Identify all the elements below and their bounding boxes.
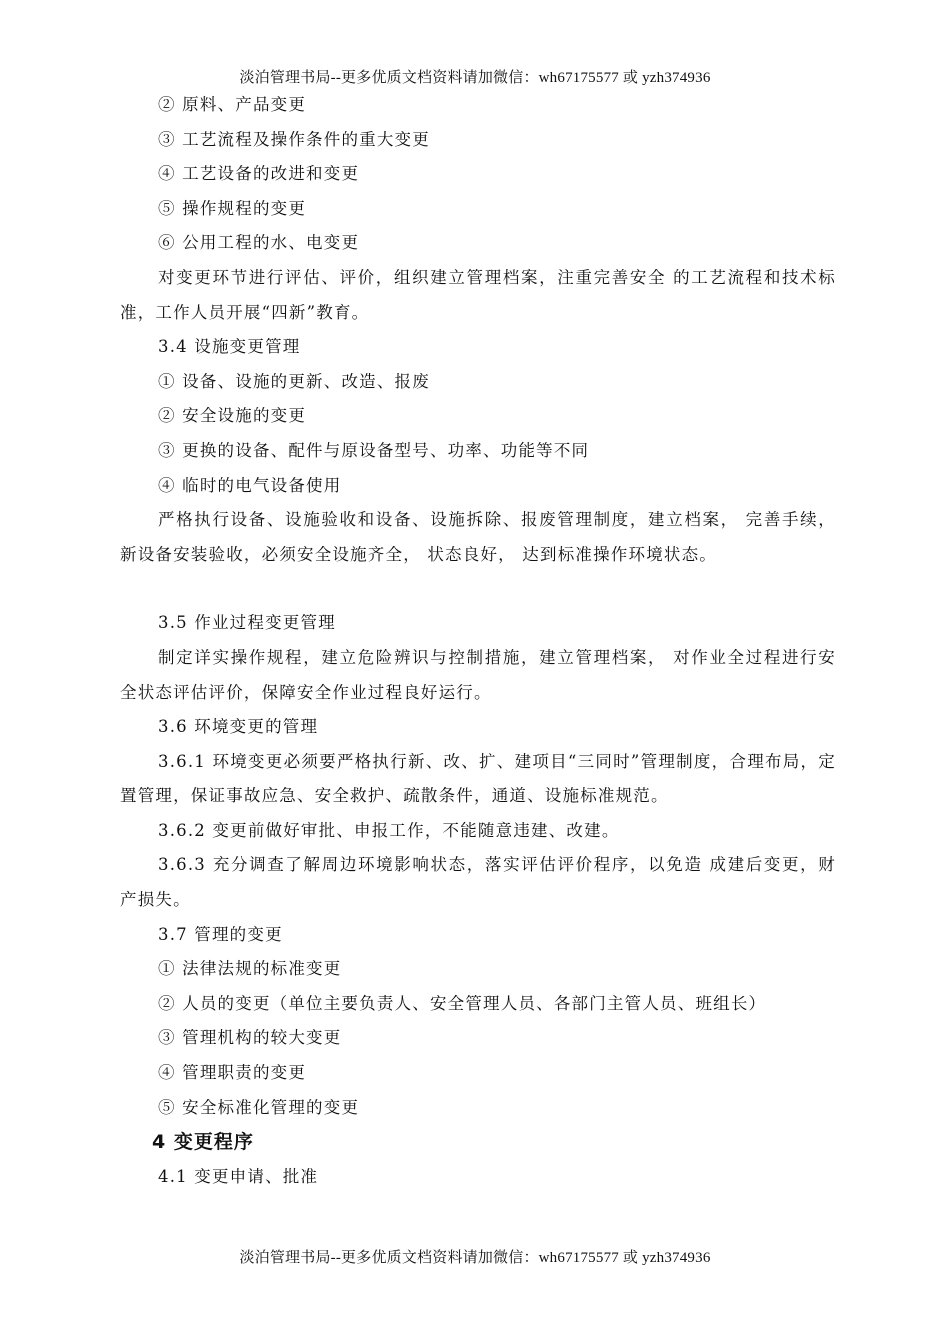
paragraph: 3.6.1 环境变更必须要严格执行新、改、扩、建项目“三同时”管理制度，合理布局，定置管理，保证事故应急、安全救护、疏散条件，通道、设施标准规范。 <box>120 751 836 806</box>
paragraph: 对变更环节进行评估、评价，组织建立管理档案，注重完善安全 的工艺流程和技术标准，工作人员开展“四新”教育。 <box>120 267 836 322</box>
section-title: 3.4 设施变更管理 <box>158 337 301 357</box>
list-item: ⑤ 安全标准化管理的变更 <box>158 1097 360 1117</box>
section-title: 3.6 环境变更的管理 <box>158 717 319 737</box>
list-item: ④ 临时的电气设备使用 <box>158 475 342 495</box>
list-item: ② 人员的变更（单位主要负责人、安全管理人员、各部门主管人员、班组长） <box>158 993 767 1013</box>
page-footer: 淡泊管理书局--更多优质文档资料请加微信：wh67175577 或 yzh374936 <box>239 1250 711 1266</box>
paragraph: 3.6.3 充分调查了解周边环境影响状态，落实评估评价程序，以免造 成建后变更，财产损失。 <box>120 855 836 910</box>
section-title: 3.7 管理的变更 <box>158 924 283 944</box>
list-item: ⑤ 操作规程的变更 <box>158 198 307 218</box>
paragraph: 制定详实操作规程，建立危险辨识与控制措施，建立管理档案， 对作业全过程进行安全状态评估评价，保障安全作业过程良好运行。 <box>120 647 836 702</box>
list-item: ⑥ 公用工程的水、电变更 <box>158 233 360 253</box>
list-item: ③ 更换的设备、配件与原设备型号、功率、功能等不同 <box>158 440 590 460</box>
list-item: ③ 工艺流程及操作条件的重大变更 <box>158 129 430 149</box>
chapter-heading: 4 变更程序 <box>152 1131 254 1154</box>
list-item: ② 原料、产品变更 <box>158 95 307 114</box>
section-title: 3.5 作业过程变更管理 <box>158 613 336 633</box>
paragraph: 严格执行设备、设施验收和设备、设施拆除、报废管理制度，建立档案， 完善手续， 新设备安装验收，必须安全设施齐全， 状态良好， 达到标准操作环境状态。 <box>120 510 836 564</box>
list-item: ④ 工艺设备的改进和变更 <box>158 164 360 184</box>
list-item: ② 安全设施的变更 <box>158 406 307 426</box>
list-item: ④ 管理职责的变更 <box>158 1063 307 1083</box>
list-item: ① 设备、设施的更新、改造、报废 <box>158 371 430 391</box>
section-title: 4.1 变更申请、批准 <box>158 1166 319 1186</box>
paragraph: 3.6.2 变更前做好审批、申报工作，不能随意违建、改建。 <box>158 820 620 840</box>
page-header: 淡泊管理书局--更多优质文档资料请加微信：wh67175577 或 yzh374936 <box>239 70 711 86</box>
list-item: ③ 管理机构的较大变更 <box>158 1028 342 1048</box>
list-item: ① 法律法规的标准变更 <box>158 959 342 979</box>
blank-line <box>120 572 836 606</box>
document-body <box>120 88 836 1194</box>
